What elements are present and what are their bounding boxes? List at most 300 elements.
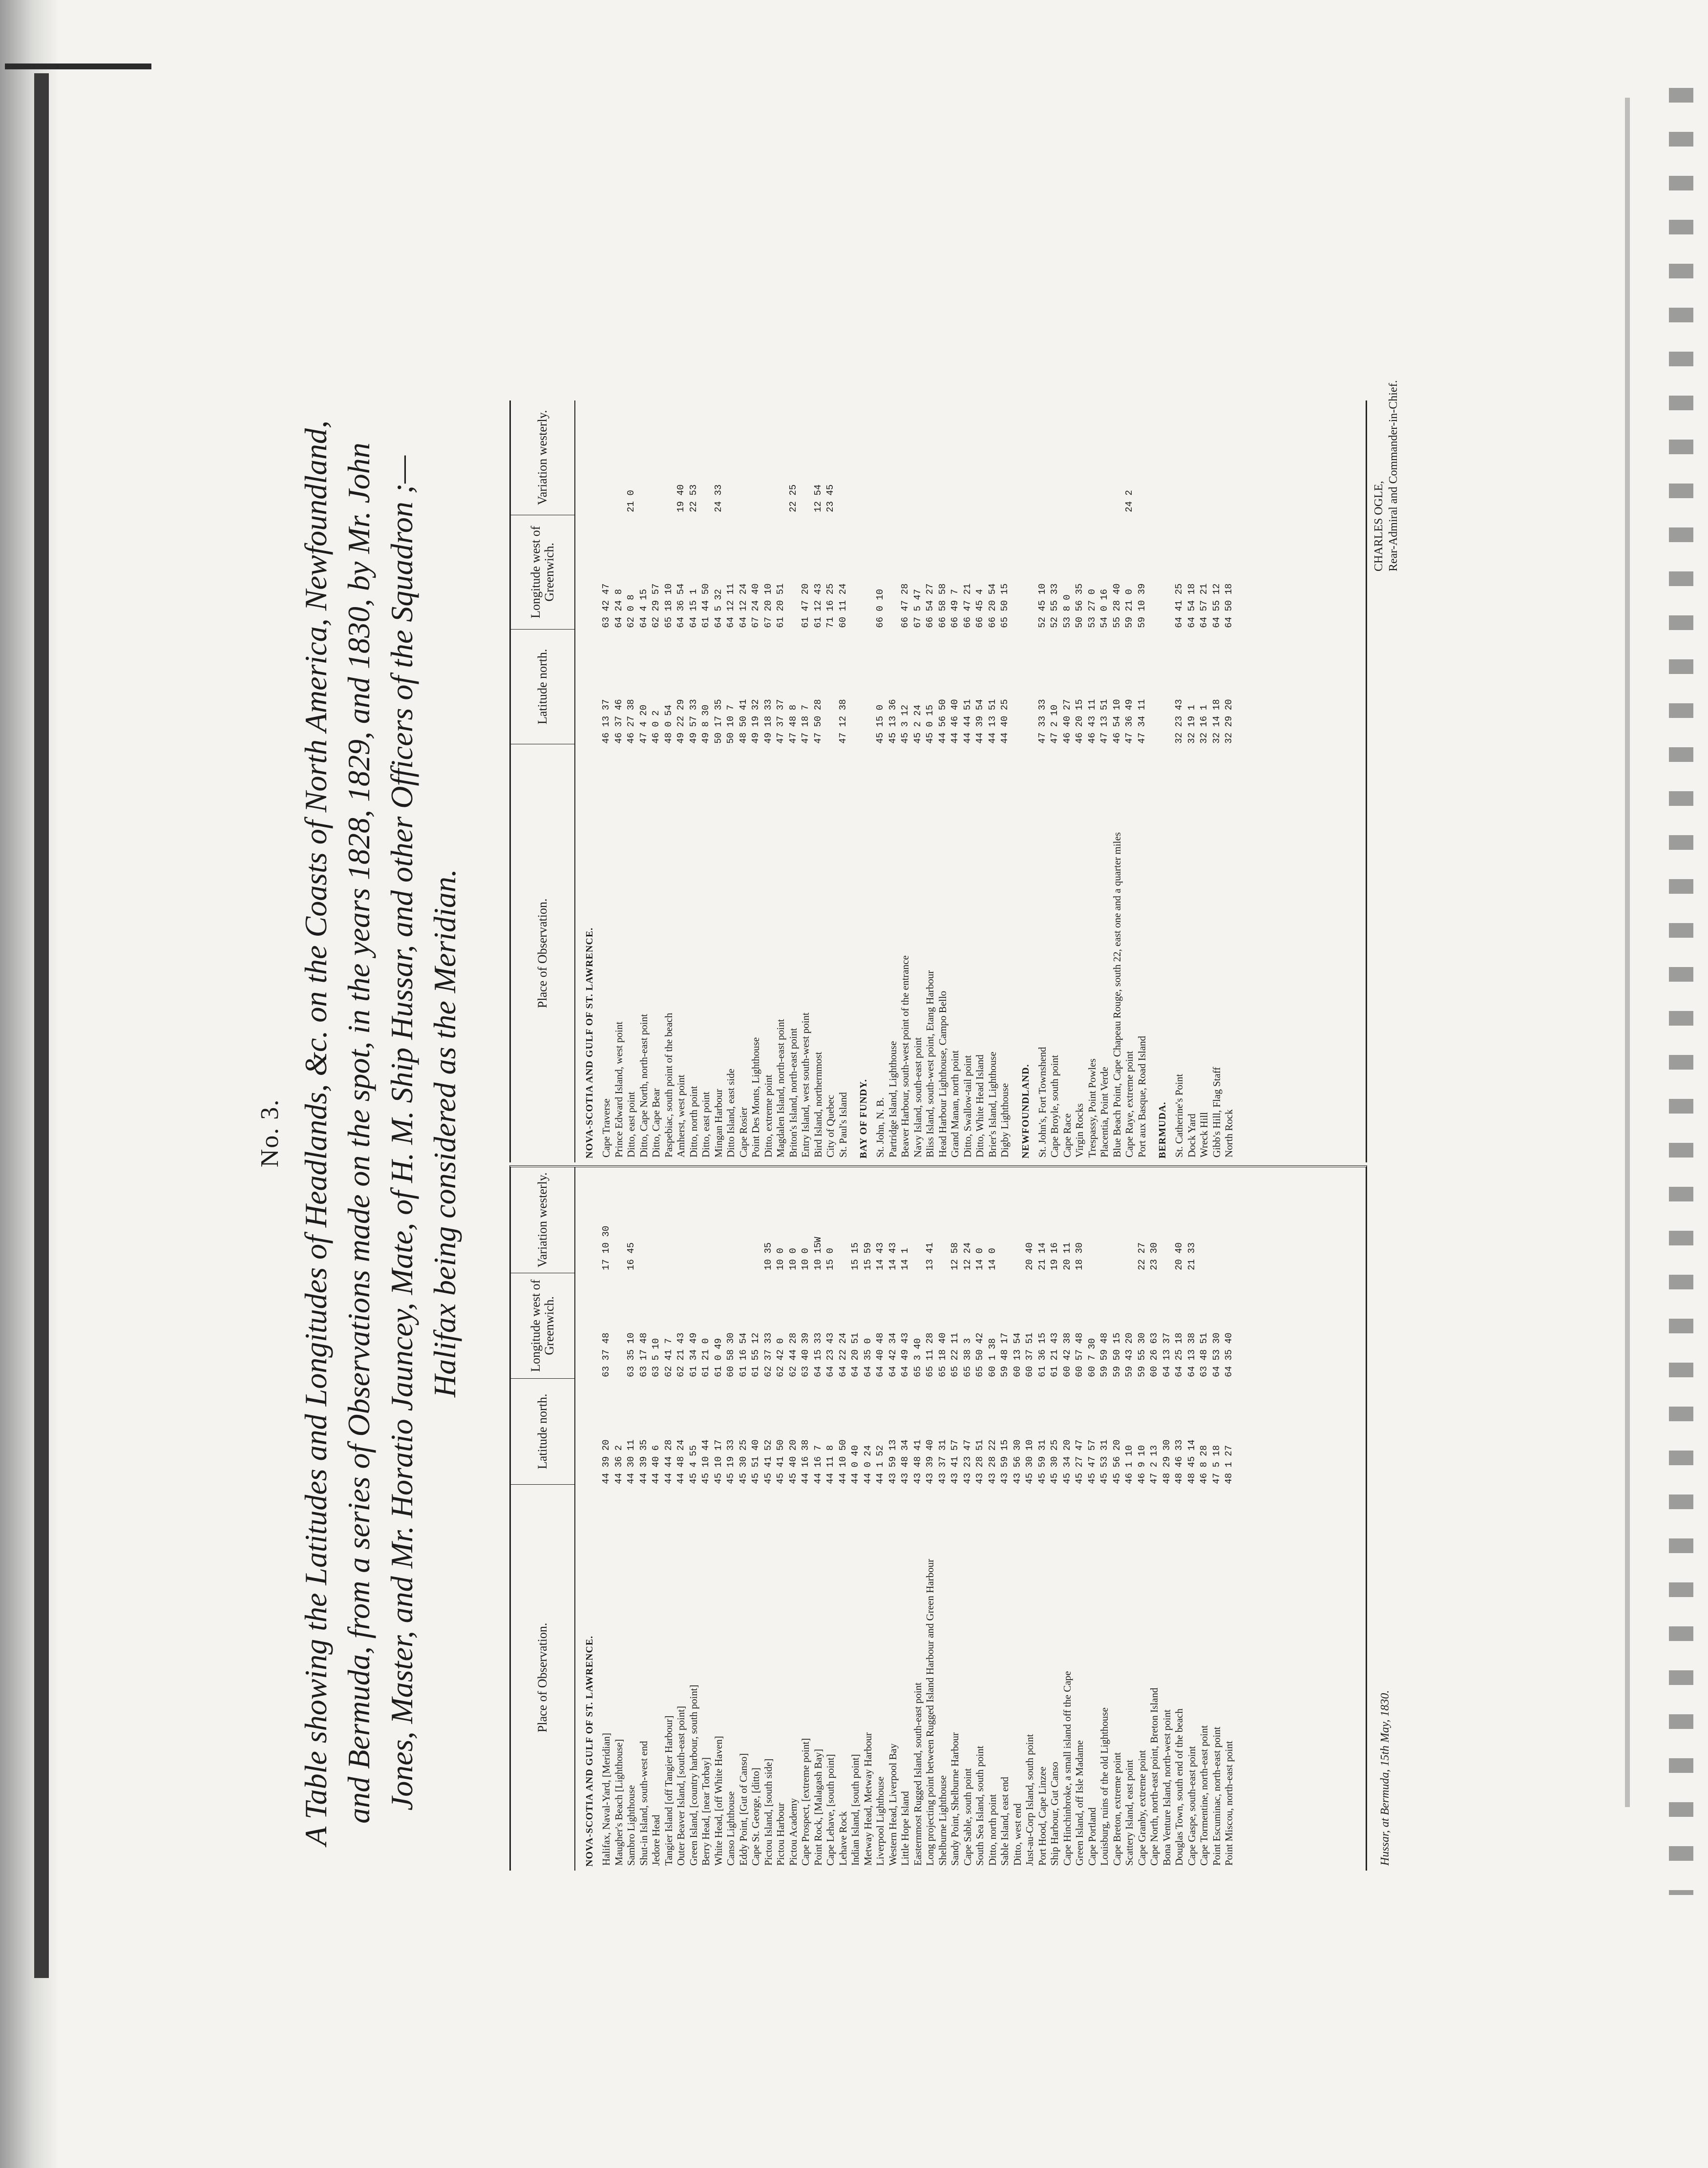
latitude-cell: 32 14 18: [1211, 699, 1222, 744]
latitude-cell: 44 16 38: [800, 1439, 811, 1484]
signature-name: CHARLES OGLE,: [1372, 481, 1385, 571]
longitude-cell: 62 0 8: [626, 594, 636, 628]
place-cell: Cape Lehave, [south point]: [824, 1754, 836, 1866]
longitude-cell: 61 55 12: [750, 1332, 761, 1377]
variation-cell: [1161, 1167, 1174, 1274]
table-row: [725, 1167, 738, 1871]
longitude-cell: 64 12 24: [738, 583, 749, 628]
latitude-cell: 45 41 52: [762, 1439, 774, 1484]
latitude-cell: 44 36 2: [613, 1445, 624, 1484]
place-cell: Berry Head, [near Torbay]: [700, 1757, 712, 1866]
longitude-cell: 61 47 20: [800, 583, 811, 628]
latitude-cell: 48 1 27: [1223, 1445, 1234, 1484]
place-cell: Sable Island, east end: [999, 1777, 1011, 1866]
place-cell: Scattery Island, east point: [1123, 1760, 1135, 1866]
table-row: [987, 1167, 999, 1871]
latitude-cell: 45 30 25: [738, 1439, 749, 1484]
latitude-cell: 44 13 51: [987, 699, 998, 744]
latitude-cell: 46 13 37: [601, 699, 612, 744]
variation-cell: [700, 400, 713, 516]
place-cell: Western Head, Liverpool Bay: [886, 1743, 899, 1866]
header-var: Variation westerly.: [535, 410, 549, 505]
latitude-cell: 46 20 15: [1074, 699, 1085, 744]
latitude-cell: 44 1 52: [875, 1445, 886, 1484]
latitude-cell: 44 48 24: [675, 1439, 686, 1484]
table-row: [949, 1167, 962, 1871]
place-cell: Lehave Rock: [837, 1811, 849, 1866]
place-cell: Indian Island, [south point]: [849, 1754, 861, 1866]
place-cell: Wreck Hill: [1198, 1112, 1210, 1158]
table-row: [1086, 400, 1099, 1162]
table-left: [509, 1165, 1367, 1871]
variation-cell: [738, 1167, 750, 1274]
variation-cell: [725, 1167, 738, 1274]
latitude-cell: 47 37 37: [775, 699, 786, 744]
longitude-cell: 59 55 30: [1136, 1332, 1147, 1377]
latitude-cell: 47 48 8: [787, 704, 799, 744]
variation-cell: 19 16: [1049, 1242, 1060, 1270]
place-cell: Cape Prospect, [extreme point]: [800, 1738, 811, 1866]
variation-cell: [688, 1167, 700, 1274]
variation-cell: 12 24: [962, 1242, 973, 1270]
table-row: [775, 1167, 787, 1871]
place-cell: Cape Gaspe, south-east point: [1185, 1746, 1198, 1866]
place-cell: Ship Harbour, Gut Canso: [1049, 1762, 1060, 1866]
place-cell: Ditto, east point: [700, 1092, 712, 1158]
latitude-cell: 44 30 11: [626, 1439, 636, 1484]
longitude-cell: 64 53 30: [1211, 1332, 1222, 1377]
table-row: [1061, 1167, 1074, 1871]
table-row: [1161, 1167, 1174, 1871]
place-cell: Gibb's Hill, Flag Staff: [1210, 1067, 1223, 1158]
variation-cell: [1186, 400, 1199, 516]
longitude-cell: 65 18 40: [937, 1332, 948, 1377]
table-row: [600, 400, 613, 1162]
latitude-cell: 45 30 25: [1049, 1439, 1060, 1484]
variation-cell: [613, 400, 626, 516]
longitude-cell: 62 21 43: [675, 1332, 686, 1377]
longitude-cell: 64 49 43: [900, 1332, 910, 1377]
longitude-cell: 59 10 39: [1136, 583, 1147, 628]
place-cell: Louisburg, ruins of the old Lighthouse: [1098, 1707, 1110, 1866]
latitude-cell: 44 0 24: [862, 1445, 873, 1484]
table-row: [1123, 1167, 1136, 1871]
place-cell: Prince Edward Island, west point: [612, 1021, 625, 1158]
longitude-cell: 62 29 57: [651, 583, 661, 628]
variation-cell: 24 2: [1124, 490, 1135, 512]
place-cell: Cape North, north-east point, Breton Island: [1148, 1687, 1160, 1866]
longitude-cell: 64 23 43: [825, 1332, 836, 1377]
latitude-cell: 45 2 24: [912, 704, 923, 744]
latitude-cell: 44 56 50: [937, 699, 948, 744]
variation-cell: [1036, 400, 1049, 516]
latitude-cell: 45 3 12: [900, 704, 910, 744]
place-cell: Ditto, north point: [986, 1794, 998, 1866]
scan-left-edge: [0, 0, 59, 2168]
place-cell: Ditto Island, east side: [725, 1069, 737, 1158]
longitude-cell: 64 35 0: [862, 1338, 873, 1377]
place-cell: Ditto, Cape North, north-east point: [637, 1014, 650, 1158]
longitude-cell: 64 50 18: [1223, 583, 1234, 628]
latitude-cell: 45 47 57: [1086, 1439, 1097, 1484]
place-cell: Briton's Island, north-east point: [787, 1028, 799, 1158]
table-row: [999, 400, 1012, 1162]
header-lat: Latitude north.: [511, 1378, 574, 1484]
place-cell: Ditto, Cape Bear: [650, 1088, 662, 1158]
place-cell: Ditto, extreme point: [762, 1074, 774, 1158]
longitude-cell: 62 42 0: [775, 1338, 786, 1377]
place-cell: Shelburne Lighthouse: [936, 1775, 949, 1866]
table-row: [912, 400, 925, 1162]
longitude-cell: 60 1 38: [987, 1338, 998, 1377]
place-cell: Cape Tormentine, north-east point: [1198, 1725, 1210, 1866]
table-row: [1098, 1167, 1111, 1871]
latitude-cell: 45 27 47: [1074, 1439, 1085, 1484]
latitude-cell: [824, 632, 837, 748]
longitude-cell: 66 45 4: [974, 589, 985, 628]
longitude-cell: 66 0 10: [875, 589, 886, 628]
place-cell: Sandy Point, Shelburne Harbour: [949, 1732, 961, 1866]
place-cell: St. Catherine's Point: [1173, 1073, 1185, 1158]
section-title: BAY OF FUNDY.: [858, 1079, 869, 1158]
place-cell: Jedore Head: [650, 1814, 662, 1866]
variation-cell: [937, 400, 949, 516]
table-right-header: [511, 400, 575, 1162]
variation-cell: 14 43: [887, 1242, 898, 1270]
longitude-cell: 64 22 24: [837, 1332, 848, 1377]
variation-cell: [837, 1167, 850, 1274]
longitude-cell: 61 21 43: [1049, 1332, 1060, 1377]
place-cell: Easternmost Rugged Island, south-east point: [911, 1682, 924, 1866]
place-cell: Shut-in Island, south-west end: [637, 1741, 650, 1866]
table-row: [899, 400, 912, 1162]
variation-cell: [600, 400, 613, 516]
signature-title: Rear-Admiral and Commander-in-Chief.: [1387, 380, 1400, 571]
longitude-cell: 64 12 11: [725, 583, 736, 628]
longitude-cell: 67 20 10: [762, 583, 774, 628]
variation-cell: [775, 400, 787, 516]
place-cell: Amherst, west point: [675, 1074, 687, 1158]
table-row: [1012, 1167, 1024, 1871]
place-cell: Brier's Island, Lighthouse: [986, 1052, 998, 1158]
signature: [1371, 380, 1401, 571]
variation-cell: 10 35: [762, 1242, 774, 1270]
longitude-cell: 64 40 48: [875, 1332, 886, 1377]
table-row: [837, 400, 850, 1162]
variation-cell: 20 40: [1024, 1242, 1035, 1270]
header-lon: Longitude west of Greenwich.: [511, 515, 574, 630]
table-right: [509, 400, 1367, 1162]
variation-cell: 15 15: [850, 1242, 861, 1270]
longitude-cell: 60 42 38: [1061, 1332, 1073, 1377]
variation-cell: [1061, 400, 1074, 516]
place-cell: Tangier Island [off Tangier Harbour]: [662, 1715, 675, 1866]
place-cell: Cape Portland: [1086, 1807, 1098, 1866]
variation-cell: [887, 400, 900, 516]
latitude-cell: 44 11 8: [825, 1445, 836, 1484]
longitude-cell: [613, 1274, 626, 1381]
table-row: [949, 400, 962, 1162]
variation-cell: 23 30: [1149, 1242, 1160, 1270]
variation-cell: [638, 400, 651, 516]
variation-cell: [974, 400, 987, 516]
longitude-cell: 52 45 10: [1036, 583, 1048, 628]
variation-cell: 21 33: [1186, 1242, 1197, 1270]
latitude-cell: 47 18 7: [800, 704, 811, 744]
variation-cell: [1012, 1167, 1024, 1274]
longitude-cell: 65 50 42: [974, 1332, 985, 1377]
place-cell: Navy Island, south-east point: [911, 1037, 924, 1158]
table-row: [937, 1167, 949, 1871]
place-cell: Metway Head, Metway Harbour: [862, 1732, 874, 1866]
section-title: BERMUDA.: [1157, 1101, 1168, 1158]
table-row: [887, 1167, 900, 1871]
latitude-cell: 43 37 31: [937, 1439, 948, 1484]
latitude-cell: 47 4 20: [638, 704, 649, 744]
latitude-cell: 50 10 7: [725, 704, 736, 744]
place-cell: Head Harbour Lighthouse, Campo Bello: [936, 990, 949, 1158]
longitude-cell: [887, 516, 900, 632]
table-row: [625, 400, 638, 1162]
longitude-cell: 65 38 3: [962, 1338, 973, 1377]
place-cell: Port Hood, Cape Linzee: [1036, 1767, 1048, 1866]
table-row: [924, 400, 937, 1162]
table-row: [937, 400, 949, 1162]
place-cell: Partridge Island, Lighthouse: [886, 1041, 899, 1158]
latitude-cell: 46 1 10: [1124, 1445, 1135, 1484]
place-cell: Dock Yard: [1185, 1114, 1198, 1158]
table-row: [862, 1167, 875, 1871]
variation-cell: 15 59: [862, 1242, 873, 1270]
variation-cell: [937, 1167, 949, 1274]
longitude-cell: 64 55 12: [1211, 583, 1222, 628]
table-row: [837, 1167, 850, 1871]
place-cell: Ditto, Swallow-tail point: [961, 1055, 973, 1158]
table-row: [874, 1167, 887, 1871]
latitude-cell: 49 19 32: [750, 699, 761, 744]
latitude-cell: 47 5 18: [1211, 1445, 1222, 1484]
table-row: [1173, 400, 1186, 1162]
latitude-cell: 46 43 11: [1086, 699, 1097, 744]
variation-cell: 18 30: [1074, 1242, 1085, 1270]
place-cell: Cape Sable, south point: [961, 1768, 973, 1866]
longitude-cell: 66 54 27: [925, 583, 935, 628]
latitude-cell: 46 54 10: [1111, 699, 1122, 744]
table-row: [1049, 1167, 1061, 1871]
scan-right-edge: [1669, 88, 1693, 1895]
place-cell: Green Island, off Isle Madame: [1074, 1740, 1085, 1866]
longitude-cell: 64 13 38: [1186, 1332, 1197, 1377]
longitude-cell: 64 15 1: [688, 589, 699, 628]
table-row: [812, 1167, 825, 1871]
latitude-cell: 43 39 40: [925, 1439, 935, 1484]
latitude-cell: 46 27 38: [626, 699, 636, 744]
table-row: [912, 1167, 925, 1871]
longitude-cell: 52 55 33: [1049, 583, 1060, 628]
place-cell: Point Escuminac, north-east point: [1210, 1726, 1223, 1866]
table-row: [1173, 1167, 1186, 1871]
variation-cell: [999, 1167, 1012, 1274]
latitude-cell: 48 50 41: [738, 699, 749, 744]
latitude-cell: 43 41 57: [949, 1439, 960, 1484]
table-row: [738, 400, 750, 1162]
longitude-cell: 61 0 49: [713, 1338, 724, 1377]
table-row: [1074, 1167, 1086, 1871]
longitude-cell: 64 57 21: [1199, 583, 1209, 628]
variation-cell: [1211, 1167, 1223, 1274]
variation-cell: [1086, 400, 1099, 516]
longitude-cell: 60 26 63: [1149, 1332, 1160, 1377]
latitude-cell: 47 12 38: [837, 699, 848, 744]
latitude-cell: 46 9 10: [1136, 1445, 1147, 1484]
header-place: Place of Observation.: [511, 1484, 574, 1871]
latitude-cell: 43 48 41: [912, 1439, 923, 1484]
place-cell: Ditto, north point: [687, 1086, 699, 1158]
longitude-cell: 59 43 20: [1124, 1332, 1135, 1377]
latitude-cell: 43 28 51: [974, 1439, 985, 1484]
latitude-cell: 44 40 25: [999, 699, 1010, 744]
table-row: [787, 400, 800, 1162]
variation-cell: [1086, 1167, 1099, 1274]
table-row: [1211, 1167, 1223, 1871]
latitude-cell: 43 59 13: [887, 1439, 898, 1484]
section-title: NEWFOUNDLAND.: [1020, 1064, 1031, 1158]
variation-cell: 10 0: [775, 1248, 786, 1270]
longitude-cell: 63 40 39: [800, 1332, 811, 1377]
variation-cell: [1111, 1167, 1124, 1274]
table-row: [787, 1167, 800, 1871]
variation-cell: [750, 400, 762, 516]
latitude-cell: 45 59 31: [1036, 1439, 1048, 1484]
latitude-cell: 49 8 30: [700, 704, 711, 744]
variation-cell: 13 41: [925, 1242, 935, 1270]
header-lat: Latitude north.: [511, 629, 574, 744]
latitude-cell: 45 10 44: [700, 1439, 711, 1484]
longitude-cell: 64 15 33: [812, 1332, 823, 1377]
section-title: NOVA-SCOTIA AND GULF OF ST. LAWRENCE.: [584, 1635, 595, 1867]
longitude-cell: 60 37 51: [1024, 1332, 1035, 1377]
latitude-cell: 44 46 40: [949, 699, 960, 744]
latitude-cell: 44 39 54: [974, 699, 985, 744]
table-row: [713, 400, 725, 1162]
variation-cell: [650, 400, 663, 516]
variation-cell: 14 1: [900, 1248, 910, 1270]
table-row: [1136, 1167, 1149, 1871]
place-cell: Point Miscou, north-east point: [1223, 1741, 1235, 1866]
latitude-cell: 50 17 35: [713, 699, 724, 744]
longitude-cell: 64 4 15: [638, 589, 649, 628]
place-cell: Entry Island, west south-west point: [800, 1012, 811, 1158]
table-row: [974, 400, 987, 1162]
variation-cell: [613, 1167, 626, 1274]
table-row: [663, 1167, 675, 1871]
latitude-cell: 44 0 40: [850, 1445, 861, 1484]
latitude-cell: 44 16 7: [812, 1445, 823, 1484]
longitude-cell: 66 49 7: [949, 589, 960, 628]
table-row: [1136, 400, 1149, 1162]
variation-cell: [912, 1167, 925, 1274]
longitude-cell: 61 21 0: [700, 1338, 711, 1377]
variation-cell: [874, 400, 887, 516]
longitude-cell: 63 37 48: [601, 1332, 612, 1377]
table-row: [1198, 400, 1211, 1162]
table-row: [1036, 400, 1049, 1162]
longitude-cell: 60 13 54: [1012, 1332, 1023, 1377]
variation-cell: 12 58: [949, 1242, 960, 1270]
variation-cell: 10 15W: [812, 1237, 823, 1270]
variation-cell: 23 45: [825, 484, 836, 512]
place-cell: Eddy Point, [Gut of Canso]: [737, 1753, 749, 1866]
place-cell: South Sea Island, south point: [974, 1746, 986, 1866]
variation-cell: 22 27: [1136, 1242, 1147, 1270]
variation-cell: [1123, 1167, 1136, 1274]
latitude-cell: 45 0 15: [925, 704, 935, 744]
variation-cell: [1098, 400, 1111, 516]
latitude-cell: 32 19 1: [1186, 704, 1197, 744]
table-row: [1211, 400, 1223, 1162]
longitude-cell: 65 50 15: [999, 583, 1010, 628]
longitude-cell: 64 13 37: [1161, 1332, 1172, 1377]
latitude-cell: 49 22 29: [675, 699, 686, 744]
longitude-cell: 59 50 15: [1111, 1332, 1122, 1377]
longitude-cell: 66 20 54: [987, 583, 998, 628]
latitude-cell: 45 4 55: [688, 1445, 699, 1484]
table-row: [1223, 1167, 1236, 1871]
table-row: [775, 400, 787, 1162]
place-cell: Bona Venture Island, north-west point: [1160, 1709, 1173, 1866]
place-cell: Long projecting point between Rugged Island Harbour and Green Harbour: [924, 1558, 936, 1866]
longitude-cell: 64 54 18: [1186, 583, 1197, 628]
variation-cell: 20 40: [1174, 1242, 1184, 1270]
variation-cell: [663, 1167, 675, 1274]
latitude-cell: 32 23 43: [1174, 699, 1184, 744]
variation-cell: 14 43: [875, 1242, 886, 1270]
place-cell: Placentia, Point Verde: [1098, 1067, 1110, 1158]
place-cell: Bliss Island, south-west point, Etang Harbour: [924, 970, 936, 1158]
latitude-cell: 47 50 28: [812, 699, 823, 744]
table-right-body: [575, 400, 1236, 1162]
longitude-cell: 71 16 25: [825, 583, 836, 628]
longitude-cell: 64 36 54: [675, 583, 686, 628]
variation-cell: [1198, 400, 1211, 516]
place-cell: Maugher's Beach [Lighthouse]: [612, 1739, 625, 1866]
table-row: [1061, 400, 1074, 1162]
table-row: [725, 400, 738, 1162]
latitude-cell: 47 33 33: [1036, 699, 1048, 744]
place-cell: Ditto, White Head Island: [974, 1054, 986, 1158]
variation-cell: [1211, 400, 1223, 516]
variation-cell: [1223, 400, 1236, 516]
table-row: [762, 1167, 775, 1871]
place-cell: Liverpool Lighthouse: [874, 1776, 886, 1866]
table-row: [849, 1167, 862, 1871]
longitude-cell: 61 20 51: [775, 583, 786, 628]
variation-cell: [1074, 400, 1086, 516]
variation-cell: [1198, 1167, 1211, 1274]
longitude-cell: 60 57 48: [1074, 1332, 1085, 1377]
table-left-header: [511, 1167, 575, 1871]
latitude-cell: 43 56 30: [1012, 1439, 1023, 1484]
place-cell: Cape Traverse: [600, 1098, 612, 1158]
table-row: [874, 400, 887, 1162]
header-var: Variation westerly.: [535, 1172, 549, 1268]
place-cell: Point Rock, [Malagash Bay]: [812, 1748, 824, 1866]
table-row: [1111, 1167, 1124, 1871]
table-row: [663, 400, 675, 1162]
longitude-cell: 67 5 47: [912, 589, 923, 628]
latitude-cell: 45 53 31: [1099, 1439, 1110, 1484]
latitude-cell: 44 44 28: [663, 1439, 674, 1484]
